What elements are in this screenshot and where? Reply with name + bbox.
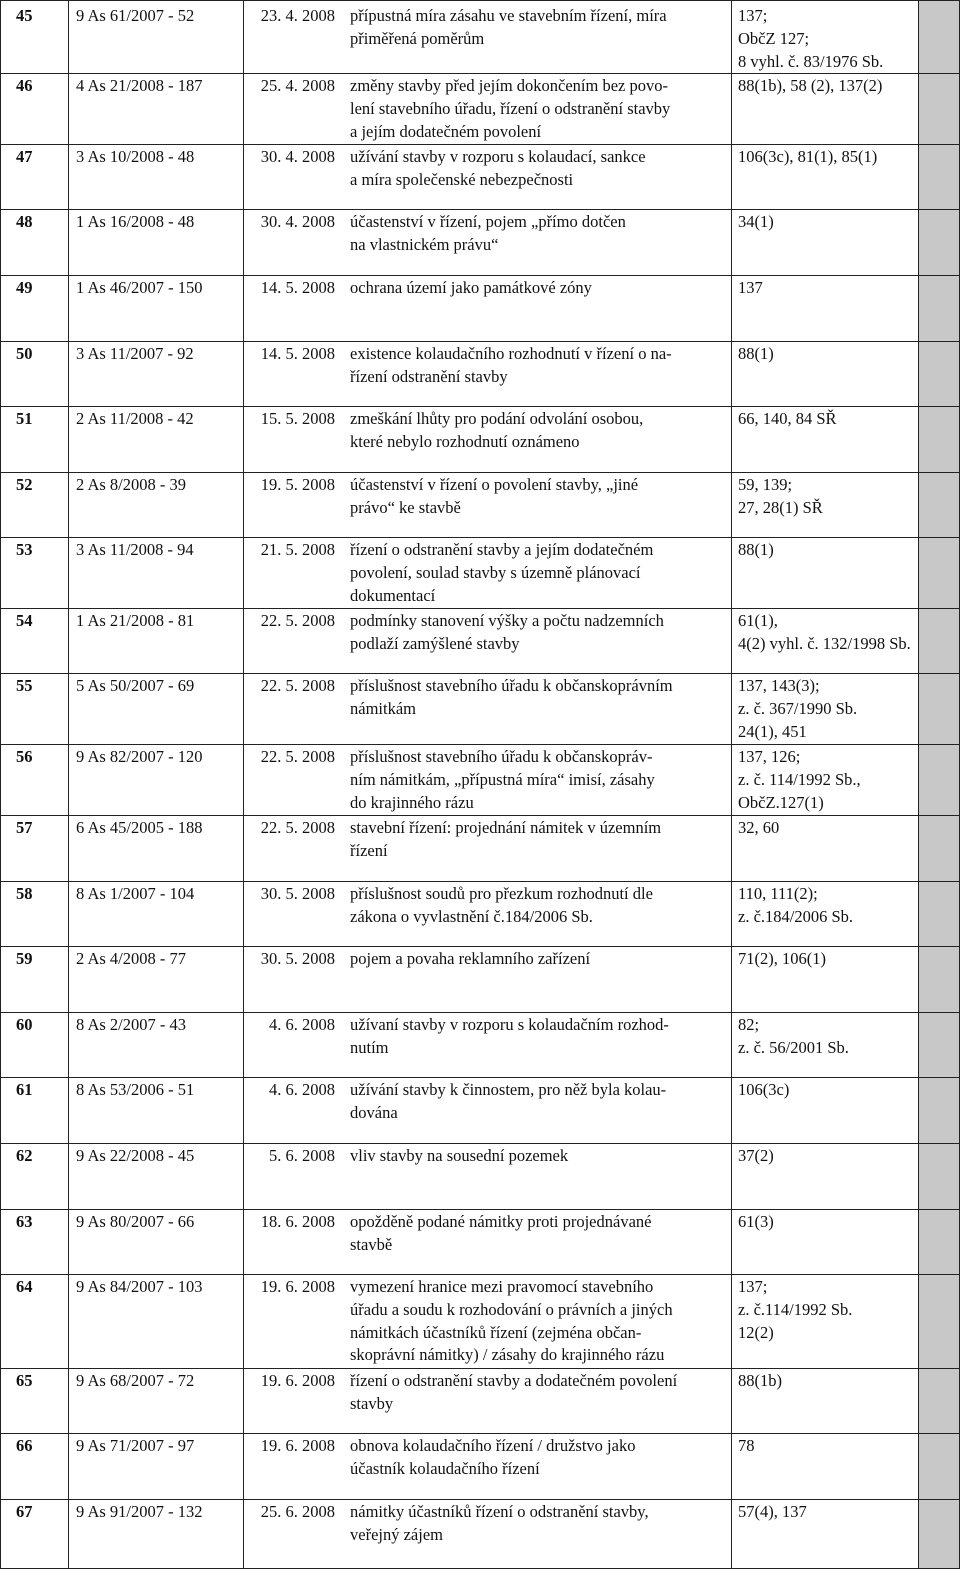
case-number: 9 As 82/2007 - 120 [76,747,203,766]
row-divider [0,673,960,674]
cited-paragraphs: 137 [738,278,763,297]
row-divider [0,537,960,538]
row-number: 56 [16,747,33,766]
decision-date: 25. 6. 2008 [260,1502,335,1521]
row-number: 47 [16,147,33,166]
decision-date: 22. 5. 2008 [260,747,335,766]
decision-date: 22. 5. 2008 [260,676,335,695]
case-number: 8 As 53/2006 - 51 [76,1080,195,1099]
row-number: 67 [16,1502,33,1521]
subject-text: řízení o odstranění stavby a jejím dodatečném povolení, soulad stavby s územně plánovací dokumentací [350,540,654,605]
row-divider [0,341,960,342]
subject-text: opožděně podané námitky proti projednávané stavbě [350,1212,652,1254]
decision-date: 5. 6. 2008 [269,1146,335,1165]
row-divider [0,1209,960,1210]
cited-paragraphs: 32, 60 [738,818,780,837]
subject-text: příslušnost soudů pro přezkum rozhodnutí dle zákona o vyvlastnění č.184/2006 Sb. [350,884,653,926]
row-number: 64 [16,1277,33,1296]
case-number: 9 As 91/2007 - 132 [76,1502,203,1521]
row-number: 54 [16,611,33,630]
case-number: 9 As 22/2008 - 45 [76,1146,195,1165]
subject-text: příslušnost stavebního úřadu k občanskoprávním námitkám [350,676,673,718]
row-number: 62 [16,1146,33,1165]
case-number: 1 As 46/2007 - 150 [76,278,203,297]
case-number: 3 As 11/2007 - 92 [76,344,194,363]
subject-text: užívání stavby v rozporu s kolaudací, sankce a míra společenské nebezpečnosti [350,147,646,189]
row-number: 51 [16,409,33,428]
column-divider [0,0,1,1568]
cited-paragraphs: 106(3c) [738,1080,790,1099]
row-divider [0,472,960,473]
case-number: 9 As 71/2007 - 97 [76,1436,195,1455]
row-number: 59 [16,949,33,968]
decision-date: 15. 5. 2008 [260,409,335,428]
decision-date: 23. 4. 2008 [260,6,335,25]
decision-date: 22. 5. 2008 [260,611,335,630]
case-number: 5 As 50/2007 - 69 [76,676,195,695]
row-divider [0,608,960,609]
row-number: 53 [16,540,33,559]
decision-date: 14. 5. 2008 [260,278,335,297]
decision-date: 19. 6. 2008 [260,1371,335,1390]
decision-date: 19. 6. 2008 [260,1277,335,1296]
subject-text: změny stavby před jejím dokončením bez povo- lení stavebního úřadu, řízení o odstranění stavby a jejím dodatečném povolení [350,76,671,141]
decision-date: 30. 5. 2008 [260,884,335,903]
case-number: 3 As 10/2008 - 48 [76,147,195,166]
row-number: 50 [16,344,33,363]
decision-date: 4. 6. 2008 [269,1080,335,1099]
subject-text: užívání stavby k činnostem, pro něž byla kolau- dována [350,1080,667,1122]
column-divider [68,0,69,1568]
subject-text: účastenství v řízení o povolení stavby, „jiné právo“ ke stavbě [350,475,639,517]
case-number: 8 As 1/2007 - 104 [76,884,195,903]
subject-text: ochrana území jako památkové zóny [350,278,592,297]
decision-date: 19. 5. 2008 [260,475,335,494]
cited-paragraphs: 88(1b), 58 (2), 137(2) [738,76,883,95]
cited-paragraphs: 78 [738,1436,755,1455]
row-divider [0,815,960,816]
subject-text: užívaní stavby v rozporu s kolaudačním rozhod- nutím [350,1015,669,1057]
cited-paragraphs: 106(3c), 81(1), 85(1) [738,147,878,166]
subject-text: řízení o odstranění stavby a dodatečném povolení stavby [350,1371,678,1413]
decision-date: 22. 5. 2008 [260,818,335,837]
decision-date: 30. 4. 2008 [260,212,335,231]
subject-text: příslušnost stavebního úřadu k občanskopráv- ním námitkám, „přípustná míra“ imisí, zásahy do krajinného rázu [350,747,655,812]
row-number: 48 [16,212,33,231]
cited-paragraphs: 88(1b) [738,1371,782,1390]
row-divider [0,1568,960,1569]
decision-date: 14. 5. 2008 [260,344,335,363]
cited-paragraphs: 110, 111(2); z. č.184/2006 Sb. [738,884,854,926]
subject-text: stavební řízení: projednání námitek v územním řízení [350,818,662,860]
case-number: 2 As 8/2008 - 39 [76,475,187,494]
case-number: 9 As 80/2007 - 66 [76,1212,195,1231]
row-number: 58 [16,884,33,903]
case-number: 4 As 21/2008 - 187 [76,76,203,95]
row-divider [0,1143,960,1144]
decision-date: 30. 4. 2008 [260,147,335,166]
cited-paragraphs: 61(3) [738,1212,774,1231]
subject-text: existence kolaudačního rozhodnutí v řízení o na- řízení odstranění stavby [350,344,672,386]
case-number: 8 As 2/2007 - 43 [76,1015,187,1034]
row-divider [0,744,960,745]
row-divider [0,1433,960,1434]
row-number: 57 [16,818,33,837]
subject-text: účastenství v řízení, pojem „přímo dotčen na vlastnickém právu“ [350,212,626,254]
case-number: 2 As 11/2008 - 42 [76,409,194,428]
case-number: 9 As 61/2007 - 52 [76,6,195,25]
row-number: 46 [16,76,33,95]
case-number: 2 As 4/2008 - 77 [76,949,187,968]
row-number: 63 [16,1212,33,1231]
cited-paragraphs: 82; z. č. 56/2001 Sb. [738,1015,849,1057]
row-divider [0,1077,960,1078]
row-divider [0,209,960,210]
row-number: 60 [16,1015,33,1034]
row-divider [0,1274,960,1275]
row-divider [0,144,960,145]
row-number: 66 [16,1436,33,1455]
decision-date: 19. 6. 2008 [260,1436,335,1455]
cited-paragraphs: 88(1) [738,540,774,559]
decision-date: 25. 4. 2008 [260,76,335,95]
subject-text: námitky účastníků řízení o odstranění stavby, veřejný zájem [350,1502,649,1544]
row-number: 65 [16,1371,33,1390]
cited-paragraphs: 66, 140, 84 SŘ [738,409,837,428]
cited-paragraphs: 71(2), 106(1) [738,949,826,968]
subject-text: obnova kolaudačního řízení / družstvo jako účastník kolaudačního řízení [350,1436,636,1478]
row-number: 55 [16,676,33,695]
row-number: 49 [16,278,33,297]
row-divider [0,946,960,947]
row-divider [0,0,960,1]
row-divider [0,1368,960,1369]
case-number: 1 As 16/2008 - 48 [76,212,195,231]
cited-paragraphs: 137; ObčZ 127; 8 vyhl. č. 83/1976 Sb. [738,6,884,71]
subject-text: vymezení hranice mezi pravomocí stavebního úřadu a soudu k rozhodování o právních a jiných námitkách účastníků řízení (zejména občan- skoprávní námitky) / zásahy do krajinného rázu [350,1277,673,1365]
row-divider [0,406,960,407]
column-divider [918,0,919,1568]
case-number: 1 As 21/2008 - 81 [76,611,195,630]
row-number: 45 [16,6,33,25]
shaded-column [918,0,960,1568]
row-number: 52 [16,475,33,494]
row-divider [0,1012,960,1013]
row-number: 61 [16,1080,33,1099]
case-number: 9 As 84/2007 - 103 [76,1277,203,1296]
cited-paragraphs: 137, 143(3); z. č. 367/1990 Sb. 24(1), 451 [738,676,858,741]
decision-date: 30. 5. 2008 [260,949,335,968]
cited-paragraphs: 57(4), 137 [738,1502,807,1521]
subject-text: přípustná míra zásahu ve stavebním řízení, míra přiměřená poměrům [350,6,667,48]
decision-date: 18. 6. 2008 [260,1212,335,1231]
column-divider [243,0,244,1568]
cited-paragraphs: 137; z. č.114/1992 Sb. 12(2) [738,1277,853,1342]
subject-text: zmeškání lhůty pro podání odvolání osobou, které nebylo rozhodnutí oznámeno [350,409,644,451]
cited-paragraphs: 34(1) [738,212,774,231]
column-divider [731,0,732,1568]
case-number: 9 As 68/2007 - 72 [76,1371,195,1390]
decision-date: 4. 6. 2008 [269,1015,335,1034]
subject-text: podmínky stanovení výšky a počtu nadzemních podlaží zamýšlené stavby [350,611,664,653]
decision-date: 21. 5. 2008 [260,540,335,559]
cited-paragraphs: 137, 126; z. č. 114/1992 Sb., ObčZ.127(1) [738,747,861,812]
subject-text: pojem a povaha reklamního zařízení [350,949,591,968]
cited-paragraphs: 59, 139; 27, 28(1) SŘ [738,475,823,517]
cited-paragraphs: 88(1) [738,344,774,363]
row-divider [0,881,960,882]
cited-paragraphs: 61(1), 4(2) vyhl. č. 132/1998 Sb. [738,611,911,653]
row-divider [0,1499,960,1500]
case-number: 3 As 11/2008 - 94 [76,540,194,559]
cited-paragraphs: 37(2) [738,1146,774,1165]
case-number: 6 As 45/2005 - 188 [76,818,203,837]
subject-text: vliv stavby na sousední pozemek [350,1146,569,1165]
row-divider [0,275,960,276]
